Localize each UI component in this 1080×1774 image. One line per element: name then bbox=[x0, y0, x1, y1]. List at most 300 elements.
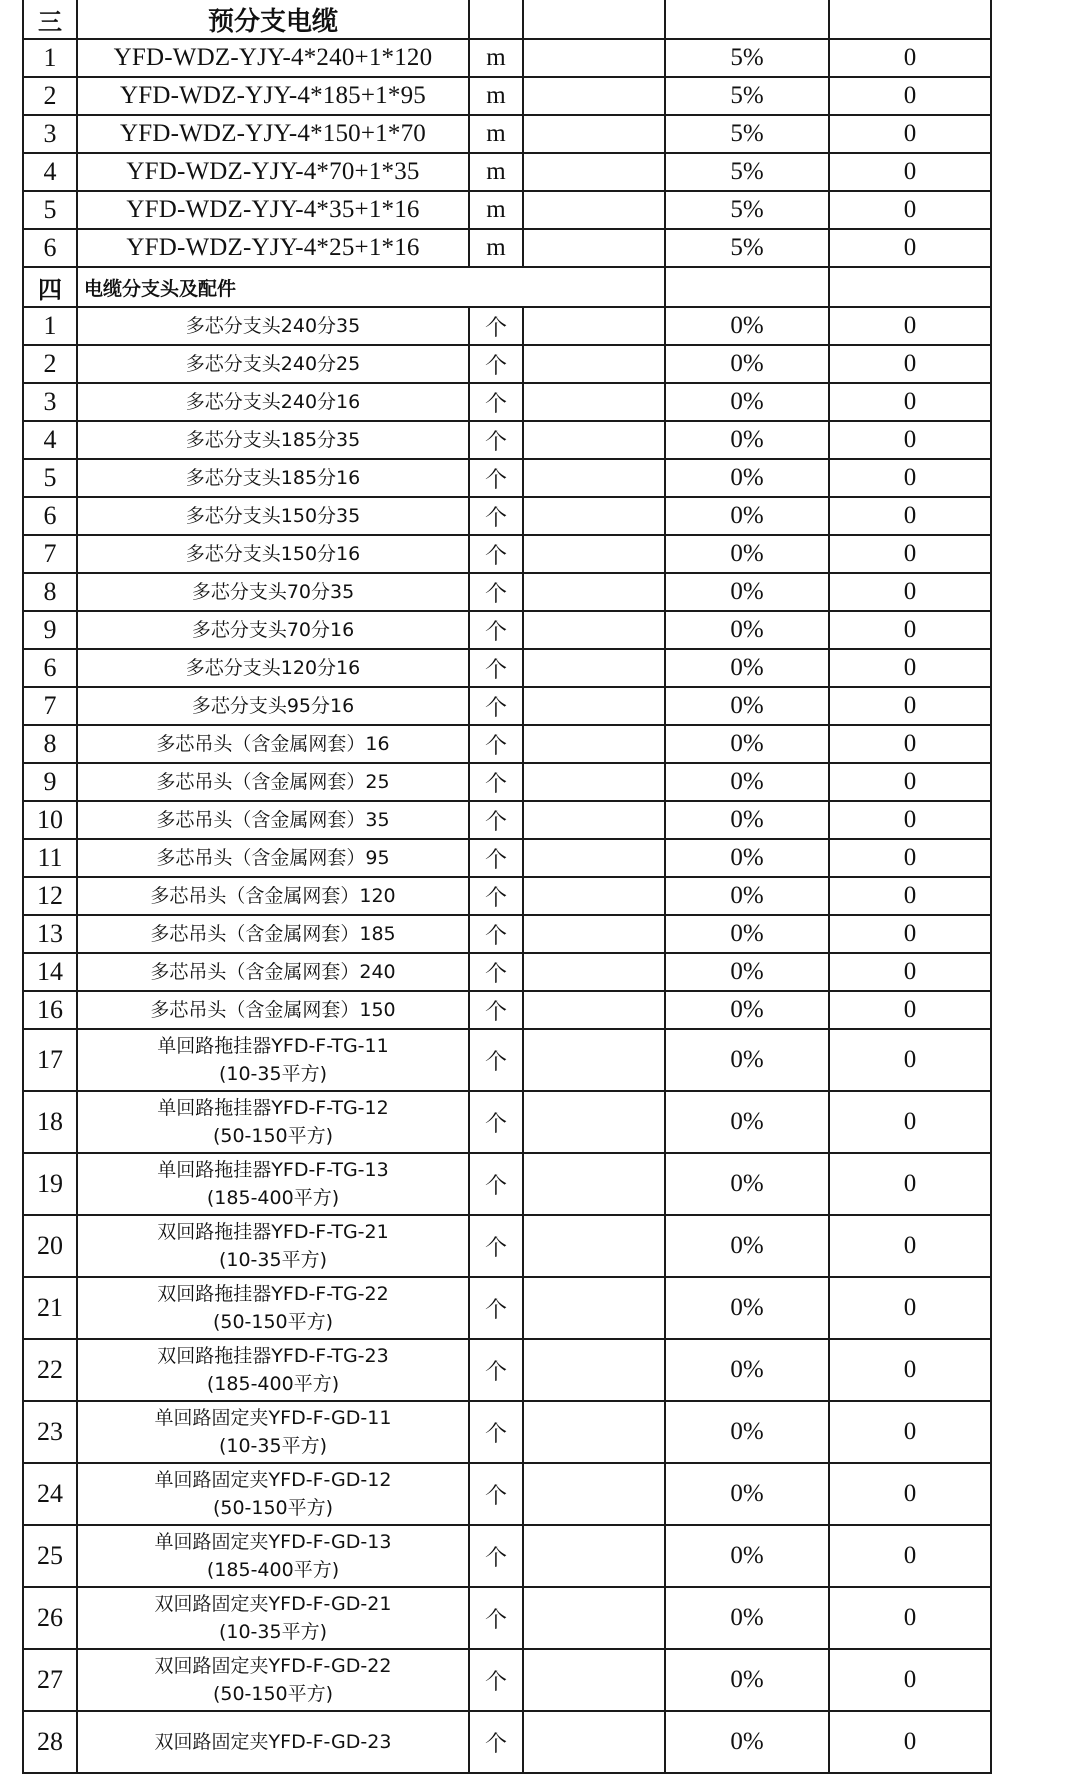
item-name-line1: 多芯分支头240分25 bbox=[185, 353, 361, 375]
item-value[interactable]: 0 bbox=[829, 801, 991, 839]
item-unit[interactable]: 个 bbox=[469, 991, 523, 1029]
table-row bbox=[23, 1277, 991, 1339]
table-row bbox=[23, 1649, 991, 1711]
empty-cell[interactable] bbox=[523, 535, 665, 573]
table-row bbox=[23, 801, 991, 839]
item-value[interactable]: 0 bbox=[829, 153, 991, 191]
empty-cell[interactable] bbox=[523, 649, 665, 687]
item-rate[interactable]: 0% bbox=[665, 1401, 829, 1463]
item-rate[interactable]: 0% bbox=[665, 573, 829, 611]
item-unit[interactable]: 个 bbox=[469, 345, 523, 383]
empty-cell[interactable] bbox=[523, 877, 665, 915]
item-rate[interactable]: 0% bbox=[665, 1525, 829, 1587]
item-value[interactable]: 0 bbox=[829, 1029, 991, 1091]
item-name-line1: 双回路拖挂器YFD-F-TG-23 bbox=[157, 1345, 389, 1367]
item-value[interactable]: 0 bbox=[829, 497, 991, 535]
row-number[interactable]: 4 bbox=[23, 153, 77, 191]
empty-cell[interactable] bbox=[523, 611, 665, 649]
item-rate[interactable]: 0% bbox=[665, 1153, 829, 1215]
item-name[interactable] bbox=[77, 611, 469, 649]
item-rate[interactable]: 5% bbox=[665, 229, 829, 267]
empty-cell[interactable] bbox=[523, 687, 665, 725]
empty-cell[interactable] bbox=[469, 0, 523, 39]
spreadsheet-table bbox=[22, 0, 992, 1774]
item-value[interactable]: 0 bbox=[829, 991, 991, 1029]
item-value[interactable]: 0 bbox=[829, 1525, 991, 1587]
item-value[interactable]: 0 bbox=[829, 1091, 991, 1153]
item-name[interactable]: YFD-WDZ-YJY-4*35+1*16 bbox=[77, 191, 469, 229]
item-name-line1: 单回路固定夹YFD-F-GD-12 bbox=[154, 1469, 392, 1491]
item-name[interactable]: YFD-WDZ-YJY-4*25+1*16 bbox=[77, 229, 469, 267]
item-name[interactable] bbox=[77, 839, 469, 877]
item-unit[interactable]: 个 bbox=[469, 649, 523, 687]
item-value[interactable]: 0 bbox=[829, 77, 991, 115]
empty-cell[interactable] bbox=[523, 1091, 665, 1153]
item-unit[interactable]: m bbox=[469, 153, 523, 191]
table-row bbox=[23, 115, 991, 153]
item-name-line1: 双回路拖挂器YFD-F-TG-21 bbox=[157, 1221, 389, 1243]
empty-cell[interactable] bbox=[829, 267, 991, 307]
row-number[interactable]: 20 bbox=[23, 1215, 77, 1277]
item-name-line1: 双回路固定夹YFD-F-GD-23 bbox=[154, 1731, 392, 1753]
empty-cell[interactable] bbox=[523, 383, 665, 421]
item-name[interactable] bbox=[77, 535, 469, 573]
empty-cell[interactable] bbox=[665, 0, 829, 39]
row-number[interactable]: 8 bbox=[23, 725, 77, 763]
item-unit[interactable]: m bbox=[469, 39, 523, 77]
item-rate[interactable]: 0% bbox=[665, 687, 829, 725]
row-number[interactable]: 2 bbox=[23, 345, 77, 383]
item-value[interactable]: 0 bbox=[829, 877, 991, 915]
table-row bbox=[23, 1463, 991, 1525]
empty-cell[interactable] bbox=[829, 0, 991, 39]
row-number[interactable]: 11 bbox=[23, 839, 77, 877]
table-row bbox=[23, 191, 991, 229]
item-name[interactable] bbox=[77, 763, 469, 801]
item-unit[interactable]: 个 bbox=[469, 1463, 523, 1525]
item-value[interactable]: 0 bbox=[829, 915, 991, 953]
item-name[interactable] bbox=[77, 1215, 469, 1277]
item-name-line2: (185-400平方) bbox=[206, 1187, 340, 1209]
item-name-line1: 单回路固定夹YFD-F-GD-11 bbox=[154, 1407, 392, 1429]
item-value[interactable]: 0 bbox=[829, 191, 991, 229]
item-name[interactable] bbox=[77, 421, 469, 459]
empty-cell[interactable] bbox=[523, 421, 665, 459]
item-name-line1: 单回路拖挂器YFD-F-TG-11 bbox=[157, 1035, 389, 1057]
row-number[interactable]: 4 bbox=[23, 421, 77, 459]
item-name[interactable] bbox=[77, 1463, 469, 1525]
empty-cell[interactable] bbox=[523, 39, 665, 77]
item-unit[interactable]: 个 bbox=[469, 497, 523, 535]
item-name-line1: 单回路固定夹YFD-F-GD-13 bbox=[154, 1531, 392, 1553]
row-number[interactable]: 9 bbox=[23, 611, 77, 649]
table-row bbox=[23, 1091, 991, 1153]
item-name-line1: 多芯吊头（含金属网套）185 bbox=[150, 923, 396, 945]
item-rate[interactable]: 5% bbox=[665, 39, 829, 77]
item-value[interactable]: 0 bbox=[829, 1463, 991, 1525]
row-number[interactable]: 1 bbox=[23, 307, 77, 345]
item-rate[interactable]: 5% bbox=[665, 191, 829, 229]
item-name[interactable] bbox=[77, 1277, 469, 1339]
item-value[interactable]: 0 bbox=[829, 307, 991, 345]
item-name[interactable] bbox=[77, 383, 469, 421]
item-rate[interactable]: 0% bbox=[665, 421, 829, 459]
row-number[interactable]: 16 bbox=[23, 991, 77, 1029]
table-row bbox=[23, 915, 991, 953]
item-name[interactable] bbox=[77, 915, 469, 953]
table-row bbox=[23, 1339, 991, 1401]
item-rate[interactable]: 0% bbox=[665, 877, 829, 915]
item-rate[interactable]: 0% bbox=[665, 1587, 829, 1649]
empty-cell[interactable] bbox=[523, 345, 665, 383]
item-unit[interactable]: 个 bbox=[469, 763, 523, 801]
row-number[interactable]: 18 bbox=[23, 1091, 77, 1153]
table-row bbox=[23, 421, 991, 459]
table-row bbox=[23, 1711, 991, 1773]
item-rate[interactable]: 0% bbox=[665, 459, 829, 497]
item-value[interactable]: 0 bbox=[829, 1649, 991, 1711]
empty-cell[interactable] bbox=[523, 991, 665, 1029]
table-row bbox=[23, 535, 991, 573]
item-rate[interactable]: 0% bbox=[665, 611, 829, 649]
item-name[interactable]: YFD-WDZ-YJY-4*150+1*70 bbox=[77, 115, 469, 153]
row-number[interactable]: 8 bbox=[23, 573, 77, 611]
table-row bbox=[23, 687, 991, 725]
item-rate[interactable]: 0% bbox=[665, 1091, 829, 1153]
item-name-line1: 多芯分支头95分16 bbox=[191, 695, 355, 717]
table-row bbox=[23, 229, 991, 267]
item-unit[interactable]: 个 bbox=[469, 535, 523, 573]
item-unit[interactable]: 个 bbox=[469, 1401, 523, 1463]
item-unit[interactable]: 个 bbox=[469, 307, 523, 345]
empty-cell[interactable] bbox=[523, 1649, 665, 1711]
item-name-line2: (10-35平方) bbox=[218, 1249, 328, 1271]
item-unit[interactable]: 个 bbox=[469, 915, 523, 953]
empty-cell[interactable] bbox=[523, 1277, 665, 1339]
item-unit[interactable]: 个 bbox=[469, 953, 523, 991]
item-rate[interactable]: 0% bbox=[665, 1711, 829, 1773]
item-value[interactable]: 0 bbox=[829, 687, 991, 725]
empty-cell[interactable] bbox=[523, 1587, 665, 1649]
row-number[interactable]: 6 bbox=[23, 497, 77, 535]
item-unit[interactable]: 个 bbox=[469, 459, 523, 497]
item-unit[interactable]: 个 bbox=[469, 877, 523, 915]
item-name-line2: (185-400平方) bbox=[206, 1559, 340, 1581]
item-name-line1: 多芯吊头（含金属网套）240 bbox=[150, 961, 396, 983]
item-rate[interactable]: 0% bbox=[665, 801, 829, 839]
item-name-line1: 多芯吊头（含金属网套）16 bbox=[156, 733, 390, 755]
item-unit[interactable]: 个 bbox=[469, 383, 523, 421]
row-number[interactable]: 27 bbox=[23, 1649, 77, 1711]
item-value[interactable]: 0 bbox=[829, 1277, 991, 1339]
item-value[interactable]: 0 bbox=[829, 1215, 991, 1277]
item-name-line2: (50-150平方) bbox=[212, 1311, 334, 1333]
row-number[interactable]: 6 bbox=[23, 229, 77, 267]
item-unit[interactable]: m bbox=[469, 77, 523, 115]
item-name-line1: 多芯分支头120分16 bbox=[185, 657, 361, 679]
table-row bbox=[23, 1401, 991, 1463]
item-rate[interactable]: 0% bbox=[665, 1215, 829, 1277]
item-name-line1: 双回路固定夹YFD-F-GD-22 bbox=[154, 1655, 392, 1677]
row-number[interactable]: 10 bbox=[23, 801, 77, 839]
table-row bbox=[23, 991, 991, 1029]
item-value[interactable]: 0 bbox=[829, 345, 991, 383]
item-name-line1: 多芯分支头150分16 bbox=[185, 543, 361, 565]
item-value[interactable]: 0 bbox=[829, 953, 991, 991]
row-number[interactable]: 6 bbox=[23, 649, 77, 687]
empty-cell[interactable] bbox=[523, 839, 665, 877]
item-rate[interactable]: 0% bbox=[665, 839, 829, 877]
item-unit[interactable]: 个 bbox=[469, 687, 523, 725]
row-number[interactable]: 1 bbox=[23, 39, 77, 77]
item-unit[interactable]: m bbox=[469, 229, 523, 267]
empty-cell[interactable] bbox=[523, 497, 665, 535]
item-name[interactable] bbox=[77, 1587, 469, 1649]
empty-cell[interactable] bbox=[523, 1215, 665, 1277]
item-name[interactable] bbox=[77, 1649, 469, 1711]
table-row bbox=[23, 611, 991, 649]
section-number: 三 bbox=[23, 0, 77, 39]
empty-cell[interactable] bbox=[523, 801, 665, 839]
empty-cell[interactable] bbox=[523, 0, 665, 39]
item-name[interactable] bbox=[77, 573, 469, 611]
item-value[interactable]: 0 bbox=[829, 573, 991, 611]
item-rate[interactable]: 0% bbox=[665, 1463, 829, 1525]
item-name-line1: 多芯分支头185分35 bbox=[185, 429, 361, 451]
table-row bbox=[23, 459, 991, 497]
item-rate[interactable]: 5% bbox=[665, 77, 829, 115]
item-value[interactable]: 0 bbox=[829, 1401, 991, 1463]
item-name-line1: 多芯分支头240分16 bbox=[185, 391, 361, 413]
item-rate[interactable]: 0% bbox=[665, 991, 829, 1029]
item-name[interactable] bbox=[77, 1525, 469, 1587]
item-rate[interactable]: 0% bbox=[665, 649, 829, 687]
item-name[interactable] bbox=[77, 345, 469, 383]
section-number: 四 bbox=[23, 267, 77, 307]
table-row bbox=[23, 345, 991, 383]
item-rate[interactable]: 0% bbox=[665, 953, 829, 991]
item-rate[interactable]: 5% bbox=[665, 153, 829, 191]
item-unit[interactable]: 个 bbox=[469, 725, 523, 763]
item-unit[interactable]: 个 bbox=[469, 1711, 523, 1773]
item-value[interactable]: 0 bbox=[829, 839, 991, 877]
row-number[interactable]: 5 bbox=[23, 459, 77, 497]
section-title: 预分支电缆 bbox=[77, 0, 469, 39]
item-value[interactable]: 0 bbox=[829, 611, 991, 649]
table-row bbox=[23, 725, 991, 763]
item-unit[interactable]: 个 bbox=[469, 1215, 523, 1277]
item-unit[interactable]: m bbox=[469, 115, 523, 153]
item-value[interactable]: 0 bbox=[829, 1153, 991, 1215]
item-name-line1: 多芯吊头（含金属网套）95 bbox=[156, 847, 390, 869]
empty-cell[interactable] bbox=[523, 1153, 665, 1215]
item-unit[interactable]: 个 bbox=[469, 1649, 523, 1711]
item-name-line2: (50-150平方) bbox=[212, 1683, 334, 1705]
empty-cell[interactable] bbox=[523, 1339, 665, 1401]
item-unit[interactable]: 个 bbox=[469, 1525, 523, 1587]
item-value[interactable]: 0 bbox=[829, 115, 991, 153]
item-unit[interactable]: 个 bbox=[469, 839, 523, 877]
item-value[interactable]: 0 bbox=[829, 421, 991, 459]
item-name[interactable]: YFD-WDZ-YJY-4*70+1*35 bbox=[77, 153, 469, 191]
item-name[interactable] bbox=[77, 801, 469, 839]
table-row bbox=[23, 1153, 991, 1215]
item-unit[interactable]: 个 bbox=[469, 801, 523, 839]
item-rate[interactable]: 0% bbox=[665, 1339, 829, 1401]
row-number[interactable]: 17 bbox=[23, 1029, 77, 1091]
item-name[interactable] bbox=[77, 459, 469, 497]
item-name[interactable]: YFD-WDZ-YJY-4*240+1*120 bbox=[77, 39, 469, 77]
table-row bbox=[23, 383, 991, 421]
empty-cell[interactable] bbox=[523, 115, 665, 153]
item-name[interactable] bbox=[77, 877, 469, 915]
empty-cell[interactable] bbox=[523, 307, 665, 345]
empty-cell[interactable] bbox=[523, 1711, 665, 1773]
item-name-line2: (50-150平方) bbox=[212, 1125, 334, 1147]
item-value[interactable]: 0 bbox=[829, 1339, 991, 1401]
row-number[interactable]: 3 bbox=[23, 383, 77, 421]
item-name[interactable] bbox=[77, 649, 469, 687]
empty-cell[interactable] bbox=[523, 915, 665, 953]
item-unit[interactable]: 个 bbox=[469, 1277, 523, 1339]
item-unit[interactable]: 个 bbox=[469, 421, 523, 459]
item-rate[interactable]: 0% bbox=[665, 1649, 829, 1711]
row-number[interactable]: 12 bbox=[23, 877, 77, 915]
section-header-row bbox=[23, 0, 991, 39]
item-name-line1: 多芯分支头240分35 bbox=[185, 315, 361, 337]
empty-cell[interactable] bbox=[523, 1463, 665, 1525]
item-unit[interactable]: 个 bbox=[469, 1339, 523, 1401]
row-number[interactable]: 5 bbox=[23, 191, 77, 229]
row-number[interactable]: 7 bbox=[23, 535, 77, 573]
item-name[interactable]: YFD-WDZ-YJY-4*185+1*95 bbox=[77, 77, 469, 115]
item-name-line1: 单回路拖挂器YFD-F-TG-13 bbox=[157, 1159, 389, 1181]
item-name[interactable] bbox=[77, 1153, 469, 1215]
row-number[interactable]: 19 bbox=[23, 1153, 77, 1215]
item-name[interactable] bbox=[77, 497, 469, 535]
item-unit[interactable]: 个 bbox=[469, 611, 523, 649]
table-row bbox=[23, 649, 991, 687]
item-name-line1: 多芯吊头（含金属网套）150 bbox=[150, 999, 396, 1021]
item-value[interactable]: 0 bbox=[829, 535, 991, 573]
item-name[interactable] bbox=[77, 687, 469, 725]
section-header-row bbox=[23, 267, 991, 307]
item-unit[interactable]: m bbox=[469, 191, 523, 229]
empty-cell[interactable] bbox=[523, 153, 665, 191]
table-row bbox=[23, 1525, 991, 1587]
item-rate[interactable]: 0% bbox=[665, 383, 829, 421]
item-rate[interactable]: 0% bbox=[665, 307, 829, 345]
empty-cell[interactable] bbox=[523, 953, 665, 991]
item-name[interactable] bbox=[77, 1401, 469, 1463]
item-name[interactable] bbox=[77, 1091, 469, 1153]
item-rate[interactable]: 0% bbox=[665, 497, 829, 535]
empty-cell[interactable] bbox=[523, 573, 665, 611]
item-rate[interactable]: 0% bbox=[665, 535, 829, 573]
item-value[interactable]: 0 bbox=[829, 229, 991, 267]
item-value[interactable]: 0 bbox=[829, 39, 991, 77]
table-row bbox=[23, 497, 991, 535]
item-rate[interactable]: 5% bbox=[665, 115, 829, 153]
item-value[interactable]: 0 bbox=[829, 763, 991, 801]
empty-cell[interactable] bbox=[523, 763, 665, 801]
row-number[interactable]: 25 bbox=[23, 1525, 77, 1587]
row-number[interactable]: 14 bbox=[23, 953, 77, 991]
row-number[interactable]: 3 bbox=[23, 115, 77, 153]
item-name[interactable] bbox=[77, 307, 469, 345]
row-number[interactable]: 22 bbox=[23, 1339, 77, 1401]
item-rate[interactable]: 0% bbox=[665, 725, 829, 763]
row-number[interactable]: 23 bbox=[23, 1401, 77, 1463]
item-name[interactable] bbox=[77, 1339, 469, 1401]
item-name[interactable] bbox=[77, 991, 469, 1029]
empty-cell[interactable] bbox=[523, 191, 665, 229]
table-row bbox=[23, 839, 991, 877]
row-number[interactable]: 26 bbox=[23, 1587, 77, 1649]
item-value[interactable]: 0 bbox=[829, 383, 991, 421]
empty-cell[interactable] bbox=[665, 267, 829, 307]
item-name-line2: (10-35平方) bbox=[218, 1063, 328, 1085]
item-name[interactable] bbox=[77, 725, 469, 763]
table-row bbox=[23, 39, 991, 77]
row-number[interactable]: 7 bbox=[23, 687, 77, 725]
item-value[interactable]: 0 bbox=[829, 459, 991, 497]
table-row bbox=[23, 77, 991, 115]
item-unit[interactable]: 个 bbox=[469, 1029, 523, 1091]
empty-cell[interactable] bbox=[523, 1029, 665, 1091]
item-value[interactable]: 0 bbox=[829, 649, 991, 687]
item-name-line1: 单回路拖挂器YFD-F-TG-12 bbox=[157, 1097, 389, 1119]
table-row bbox=[23, 1215, 991, 1277]
item-rate[interactable]: 0% bbox=[665, 763, 829, 801]
item-unit[interactable]: 个 bbox=[469, 1091, 523, 1153]
empty-cell[interactable] bbox=[523, 725, 665, 763]
item-unit[interactable]: 个 bbox=[469, 573, 523, 611]
item-value[interactable]: 0 bbox=[829, 1587, 991, 1649]
table-row bbox=[23, 153, 991, 191]
item-value[interactable]: 0 bbox=[829, 1711, 991, 1773]
item-rate[interactable]: 0% bbox=[665, 345, 829, 383]
item-rate[interactable]: 0% bbox=[665, 1277, 829, 1339]
item-rate[interactable]: 0% bbox=[665, 1029, 829, 1091]
item-name-line1: 多芯分支头70分16 bbox=[191, 619, 355, 641]
item-name[interactable] bbox=[77, 1711, 469, 1773]
table-row bbox=[23, 877, 991, 915]
row-number[interactable]: 24 bbox=[23, 1463, 77, 1525]
row-number[interactable]: 13 bbox=[23, 915, 77, 953]
empty-cell[interactable] bbox=[523, 1525, 665, 1587]
empty-cell[interactable] bbox=[523, 229, 665, 267]
empty-cell[interactable] bbox=[523, 459, 665, 497]
item-name-line1: 多芯分支头70分35 bbox=[191, 581, 355, 603]
item-name-line1: 双回路拖挂器YFD-F-TG-22 bbox=[157, 1283, 389, 1305]
empty-cell[interactable] bbox=[523, 1401, 665, 1463]
item-unit[interactable]: 个 bbox=[469, 1153, 523, 1215]
item-name[interactable] bbox=[77, 953, 469, 991]
row-number[interactable]: 28 bbox=[23, 1711, 77, 1773]
item-name-line2: (10-35平方) bbox=[218, 1621, 328, 1643]
item-rate[interactable]: 0% bbox=[665, 915, 829, 953]
row-number[interactable]: 2 bbox=[23, 77, 77, 115]
item-unit[interactable]: 个 bbox=[469, 1587, 523, 1649]
item-name-line1: 多芯吊头（含金属网套）120 bbox=[150, 885, 396, 907]
empty-cell[interactable] bbox=[523, 77, 665, 115]
row-number[interactable]: 21 bbox=[23, 1277, 77, 1339]
item-name[interactable] bbox=[77, 1029, 469, 1091]
row-number[interactable]: 9 bbox=[23, 763, 77, 801]
item-value[interactable]: 0 bbox=[829, 725, 991, 763]
item-name-line1: 多芯分支头185分16 bbox=[185, 467, 361, 489]
